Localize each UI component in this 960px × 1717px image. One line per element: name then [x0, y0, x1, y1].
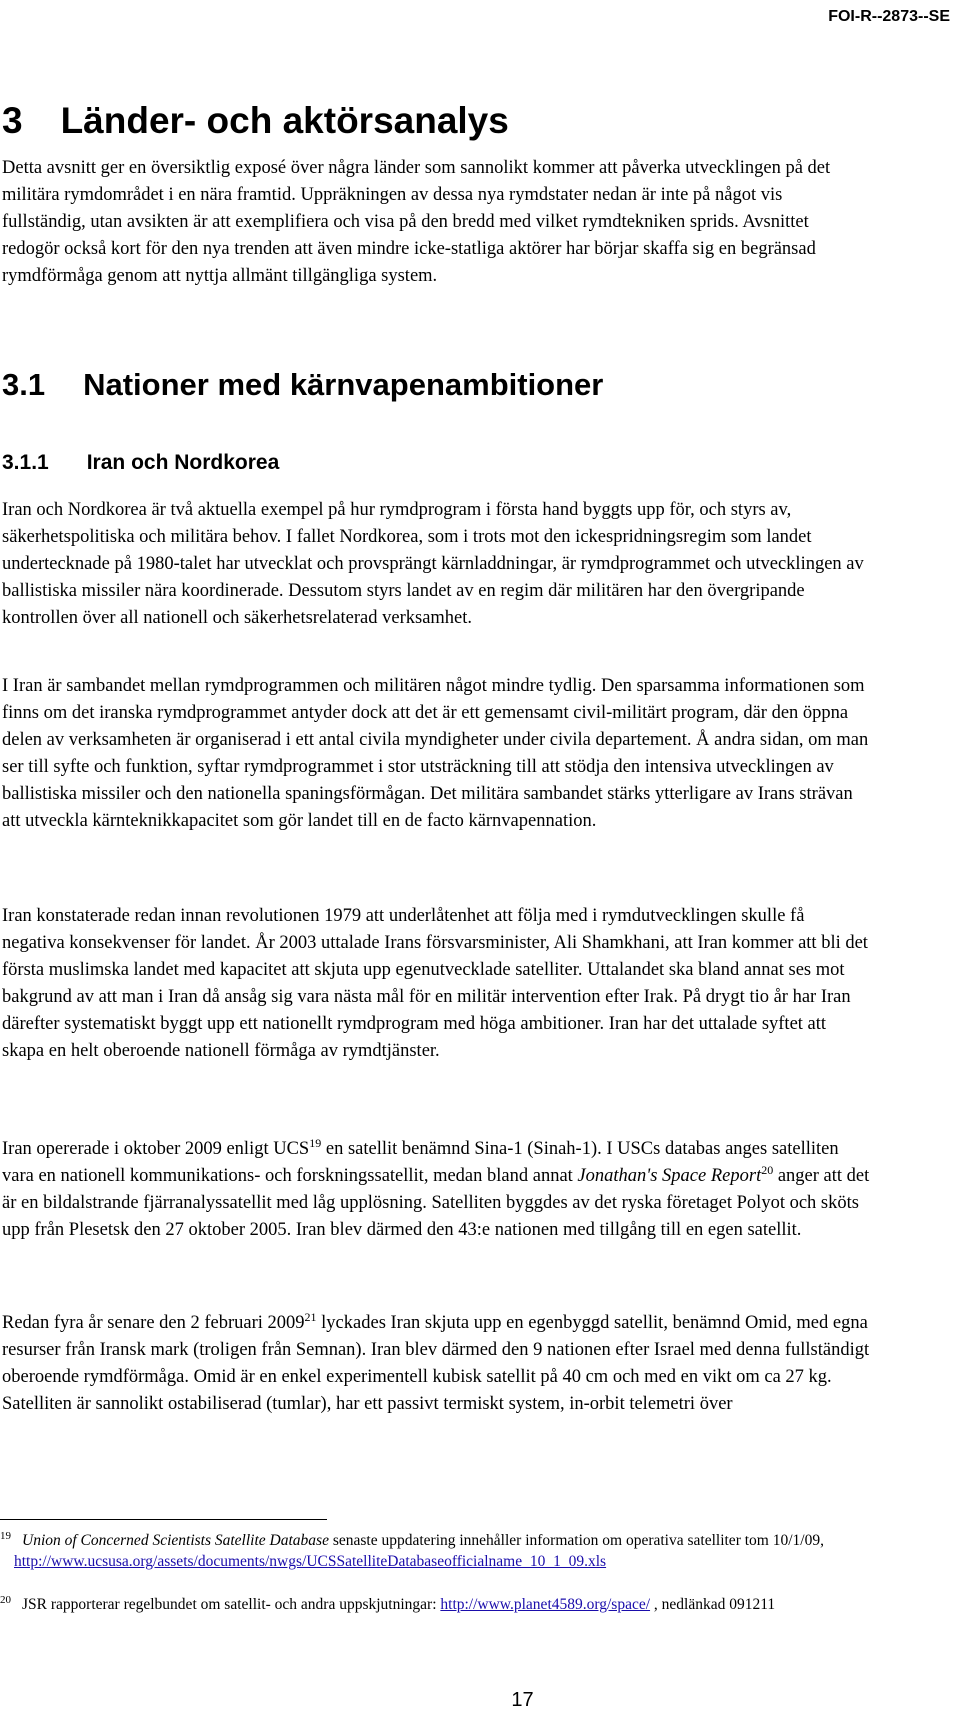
footnote-body [0, 1530, 860, 1572]
paragraph-text: en satellit benämnd Sina-1 (Sinah-1). I USCs databas anges satelliten vara en nationell kommunikations- och forskningssatellit, medan bland annat [2, 1139, 839, 1186]
subsection-title: Nationer med kärnvapenambitioner [83, 367, 604, 402]
footnote-separator [0, 1519, 327, 1520]
report-id-header: FOI-R--2873--SE [828, 8, 950, 25]
intro-paragraph: Detta avsnitt ger en översiktlig exposé över några länder som sannolikt kommer att påverka utvecklingen på det militära rymdområdet i en nära framtid. Uppräkningen av dessa nya rymdstater nedan är inte på något vis fullständig, utan avsikten är att exemplifiera och visa på den bredd med vilket rymdtekniken sprids. Avsnittet redogör också kort för den nya trenden att även mindre icke-statliga aktörer har börjar skaffa sig en begränsad rymdförmåga genom att nyttja allmänt tillgängliga system. [2, 158, 831, 286]
section-title: Länder- och aktörsanalys [60, 100, 509, 141]
section-heading [2, 100, 509, 142]
footnote-text: senaste uppdatering innehåller information om operativa satelliter tom 10/1/09, [328, 1532, 824, 1549]
paragraph-text: Redan fyra år senare den 2 februari 2009 [2, 1313, 305, 1333]
paragraph-iran-nordkorea: Iran och Nordkorea är två aktuella exempel på hur rymdprogram i första hand byggts upp för, och styrs av, säkerhetspolitiska och militära behov. I fallet Nordkorea, som i trots mot den ickespridningsregim som landet undertecknade på 1980-talet har utvecklat och provsprängt kärnladdningar, är rymdprogrammet och utvecklingen av ballistiska missiler nära koordinerade. Dessutom styrs landet av en regim där militären har den övergripande kontrollen över all nationell och säkerhetsrelaterad verksamhet. [2, 500, 864, 628]
section-number: 3 [2, 100, 23, 141]
footnote-link-planet4589[interactable]: http://www.planet4589.org/space/ [440, 1596, 651, 1613]
subsubsection-title: Iran och Nordkorea [86, 451, 280, 474]
subsubsection-heading [2, 451, 279, 475]
paragraph-iran-historik: Iran konstaterade redan innan revolutionen 1979 att underlåtenhet att följa med i rymdutvecklingen skulle få negativa konsekvenser för landet. År 2003 uttalade Irans försvarsminister, Ali Shamkhani, att Iran kommer att bli det första muslimska landet med kapacitet att skjuta upp egenutvecklade satelliter. Uttalandet ska bland annat ses mot bakgrund av att man i Iran då ansåg sig vara nästa mål för en militär intervention efter Irak. På drygt tio år har Iran därefter systematiskt byggt upp ett nationellt rymdprogram med höga ambitioner. Iran har det uttalade syftet att skapa en helt oberoende nationell förmåga av rymdtjänster. [2, 906, 868, 1061]
paragraph-sina-1 [2, 1136, 870, 1244]
footnote-text: JSR rapporterar regelbundet om satellit- och andra uppskjutningar: [22, 1596, 441, 1613]
paragraph-omid [2, 1310, 870, 1418]
paragraph-iran-samband: I Iran är sambandet mellan rymdprogrammen och militären något mindre tydlig. Den sparsamma informationen som finns om det iranska rymdprogrammet antyder dock att det är ett gemensamt civil-militärt program, där den öppna delen av verksamheten är organiserad i ett antal civila myndigheter under civila departement. Å andra sidan, om man ser till syfte och funktion, syftar rymdprogrammet i stor utsträckning till att stödja den intensiva utvecklingen av ballistiska missiler och den nationella spaningsförmågan. Det militära sambandet stärks ytterligare av Irans strävan att utveckla kärnteknikkapacitet som gör landet till en de facto kärnvapennation. [2, 676, 869, 831]
footnote-number: 19 [0, 1530, 11, 1542]
page-number: 17 [511, 1689, 534, 1711]
footnote-body [0, 1594, 860, 1615]
subsection-heading [2, 367, 603, 403]
publication-title: Jonathan's Space Report [577, 1166, 762, 1186]
paragraph-text: Iran opererade i oktober 2009 enligt UCS [2, 1139, 310, 1159]
footnote-ref-21[interactable]: 21 [304, 1309, 317, 1324]
subsubsection-number: 3.1.1 [2, 451, 49, 474]
footnote-ref-19[interactable]: 19 [309, 1135, 322, 1150]
subsection-number: 3.1 [2, 367, 46, 402]
footnote-ref-20[interactable]: 20 [761, 1162, 774, 1177]
footnote-link-ucs[interactable]: http://www.ucsusa.org/assets/documents/nwgs/UCSSatelliteDatabaseofficialname_10_1_09.xls [14, 1553, 607, 1570]
paragraph-text: lyckades Iran skjuta upp en egenbyggd satellit, benämnd Omid, med egna resurser från Iransk mark (troligen från Semnan). Iran blev därmed den 9 nationen efter Israel med denna fullständigt oberoende rymdförmåga. Omid är en enkel experimentell kubisk satellit på 40 cm och med en vikt om ca 27 kg. Satelliten är sannolikt ostabiliserad (tumlar), har ett passivt termiskt system, in-orbit telemetri över [2, 1313, 870, 1414]
footnote-20 [0, 1594, 860, 1615]
footnote-text: , nedlänkad 091211 [650, 1596, 776, 1613]
footnote-number: 20 [0, 1594, 11, 1606]
footnote-source-title: Union of Concerned Scientists Satellite Database [22, 1532, 329, 1549]
footnote-19 [0, 1530, 860, 1572]
paragraph-text: anger att det är en bildalstrande fjärranalyssatellit med låg upplösning. Satelliten byggdes av det ryska företaget Polyot och sköts upp från Plesetsk den 27 oktober 2005. Iran blev därmed den 43:e nationen med tillgång till en egen satellit. [2, 1166, 870, 1240]
